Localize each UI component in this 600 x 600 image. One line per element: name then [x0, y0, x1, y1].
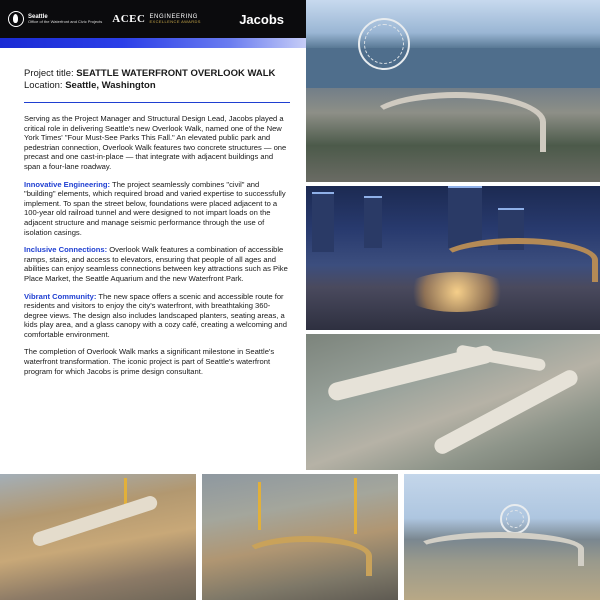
walkway-curve	[366, 92, 546, 152]
photo-night-view	[306, 186, 600, 330]
photo-overlook-street	[404, 474, 600, 600]
intro-paragraph: Serving as the Project Manager and Structural Design Lead, Jacobs played a critical role in delivering Seattle's new Overlook Walk, named one of the New York Times' "Four Must-See Parks This Fall." An elevated public park and pedestrian connection, Overlook Walk features two concrete structures — one precast and one cast-in-place — that integrate with adjacent buildings and span a four-lane roadway.	[24, 114, 287, 171]
photo-construction-2	[202, 474, 398, 600]
lit-seating-area	[402, 272, 512, 312]
vibrant-community-heading: Vibrant Community:	[24, 291, 97, 301]
photo-overhead-walk	[306, 334, 600, 470]
innovative-engineering-heading: Innovative Engineering:	[24, 179, 111, 189]
water-area	[306, 48, 600, 88]
building-tower	[312, 192, 334, 252]
building-tower	[448, 186, 482, 248]
building-tower	[364, 196, 382, 248]
project-title-value: SEATTLE WATERFRONT OVERLOOK WALK	[76, 68, 276, 79]
photo-waterfront-aerial	[306, 0, 600, 182]
innovative-engineering-text: The project seamlessly combines "civil" and "building" elements, which required broad and varied expertise to successfully implement. To span the street below, foundations were placed adjacent to a 100-year old railroad tunnel and were designed to not impart loads on the adjacent structure and manage seismic performance through the use of isolation casings.	[24, 179, 286, 237]
inclusive-connections-paragraph	[24, 245, 290, 283]
location-label: Location:	[24, 80, 63, 91]
jacobs-logo: Jacobs	[239, 11, 284, 27]
title-divider	[24, 102, 290, 103]
acec-logo-line1: ENGINEERING	[149, 13, 199, 20]
ferris-wheel-icon	[500, 504, 530, 534]
crane	[354, 478, 357, 534]
seattle-logo-subtitle: Office of the Waterfront and Civic Projects	[28, 19, 103, 25]
acec-logo	[112, 13, 201, 25]
innovative-engineering-paragraph	[24, 180, 290, 238]
seattle-logo	[8, 11, 102, 27]
precast-segment	[31, 494, 159, 547]
seattle-logo-name: Seattle	[28, 13, 48, 20]
acec-logo-line2: EXCELLENCE AWARDS	[149, 19, 201, 25]
vibrant-community-paragraph	[24, 292, 290, 340]
header-bar	[0, 0, 306, 38]
project-title-label: Project title:	[24, 68, 74, 79]
closing-paragraph: The completion of Overlook Walk marks a significant milestone in Seattle's waterfront transformation. The iconic project is part of Seattle's waterfront program for which Jacobs is prime design consultant.	[24, 347, 275, 376]
photo-construction-1	[0, 474, 196, 600]
vibrant-community-text: The new space offers a scenic and accessible route for residents and visitors to enjoy the city's waterfront, with breathtaking 360-degree views. The design also includes landscaped planters, seating areas, a kids play area, and a glass canopy with a cozy café, creating a welcoming and comfortable environment.	[24, 291, 287, 339]
walkway-path	[432, 367, 581, 456]
inclusive-connections-heading: Inclusive Connections:	[24, 245, 108, 255]
crane	[258, 482, 261, 530]
acec-logo-name: ACEC	[112, 13, 146, 25]
project-description	[24, 68, 290, 384]
ferris-wheel-icon	[358, 18, 410, 70]
overlook-span	[414, 532, 584, 566]
accent-gradient-bar	[0, 38, 306, 48]
project-title	[24, 68, 290, 80]
inclusive-connections-text: Overlook Walk features a combination of accessible ramps, stairs, and access to elevators, ensuring that people of all ages and abilities can enjoy seamless connections between key attractions such as Pike Place Market, the Seattle Aquarium and the new Waterfront Park.	[24, 245, 288, 283]
seattle-logo-icon	[8, 11, 24, 27]
structure-curve	[242, 536, 372, 576]
project-location	[24, 80, 290, 92]
location-value: Seattle, Washington	[65, 80, 156, 91]
